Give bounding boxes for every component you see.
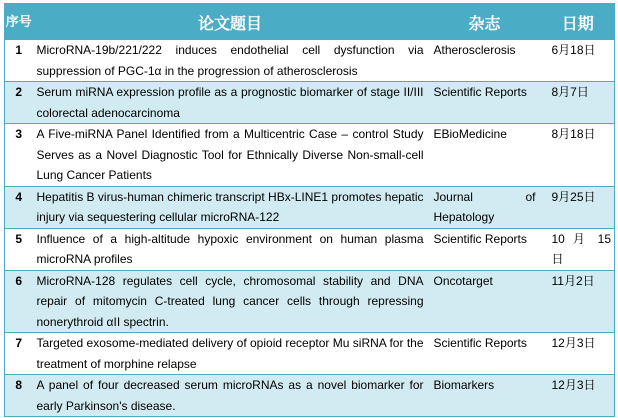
row-num: 4 bbox=[5, 186, 33, 228]
publications-table bbox=[4, 3, 615, 417]
row-title: A panel of four decreased serum microRNAs as a novel biomarker for early Parkinson's disease. bbox=[33, 375, 428, 417]
table-row bbox=[5, 124, 615, 187]
table-row bbox=[5, 186, 615, 228]
table-row bbox=[5, 333, 615, 375]
header-title: 论文题目 bbox=[33, 4, 428, 41]
header-date: 日期 bbox=[542, 4, 615, 41]
row-num: 5 bbox=[5, 228, 33, 270]
table-row bbox=[5, 40, 615, 82]
row-title: Hepatitis B virus-human chimeric transcript HBx-LINE1 promotes hepatic injury via sequestering cellular microRNA-122 bbox=[33, 186, 428, 228]
table-row bbox=[5, 228, 615, 270]
row-date: 8月18日 bbox=[542, 124, 615, 187]
header-row bbox=[5, 4, 615, 41]
row-date: 9月25日 bbox=[542, 186, 615, 228]
row-journal: Scientific Reports bbox=[428, 333, 542, 375]
row-journal: Oncotarget bbox=[428, 270, 542, 333]
row-journal: Atherosclerosis bbox=[428, 40, 542, 82]
row-journal: Biomarkers bbox=[428, 375, 542, 417]
row-title: A Five-miRNA Panel Identified from a Multicentric Case – control Study Serves as a Novel Diagnostic Tool for Ethnically Diverse Non-small-cell Lung Cancer Patients bbox=[33, 124, 428, 187]
row-title: Serum miRNA expression profile as a prognostic biomarker of stage II/III colorectal adenocarcinoma bbox=[33, 82, 428, 124]
row-num: 7 bbox=[5, 333, 33, 375]
row-num: 2 bbox=[5, 82, 33, 124]
table-row bbox=[5, 375, 615, 417]
row-date: 11月2日 bbox=[542, 270, 615, 333]
row-num: 1 bbox=[5, 40, 33, 82]
row-num: 6 bbox=[5, 270, 33, 333]
table-row bbox=[5, 270, 615, 333]
table-row bbox=[5, 82, 615, 124]
row-date: 10 月 15 日 bbox=[542, 228, 615, 270]
row-title: MicroRNA-19b/221/222 induces endothelial cell dysfunction via suppression of PGC-1α in the progression of atherosclerosis bbox=[33, 40, 428, 82]
header-num: 序号 bbox=[5, 4, 33, 41]
row-num: 8 bbox=[5, 375, 33, 417]
row-journal: EBioMedicine bbox=[428, 124, 542, 187]
row-journal: Scientific Reports bbox=[428, 228, 542, 270]
row-date: 12月3日 bbox=[542, 333, 615, 375]
row-journal: Scientific Reports bbox=[428, 82, 542, 124]
row-date: 6月18日 bbox=[542, 40, 615, 82]
row-date: 12月3日 bbox=[542, 375, 615, 417]
header-journal: 杂志 bbox=[428, 4, 542, 41]
row-title: Influence of a high-altitude hypoxic environment on human plasma microRNA profiles bbox=[33, 228, 428, 270]
row-journal: Journal of Hepatology bbox=[428, 186, 542, 228]
row-date: 8月7日 bbox=[542, 82, 615, 124]
row-title: Targeted exosome-mediated delivery of opioid receptor Mu siRNA for the treatment of morphine relapse bbox=[33, 333, 428, 375]
row-title: MicroRNA-128 regulates cell cycle, chromosomal stability and DNA repair of mitomycin C-treated lung cancer cells through repressing nonerythroid αII spectrin. bbox=[33, 270, 428, 333]
row-num: 3 bbox=[5, 124, 33, 187]
